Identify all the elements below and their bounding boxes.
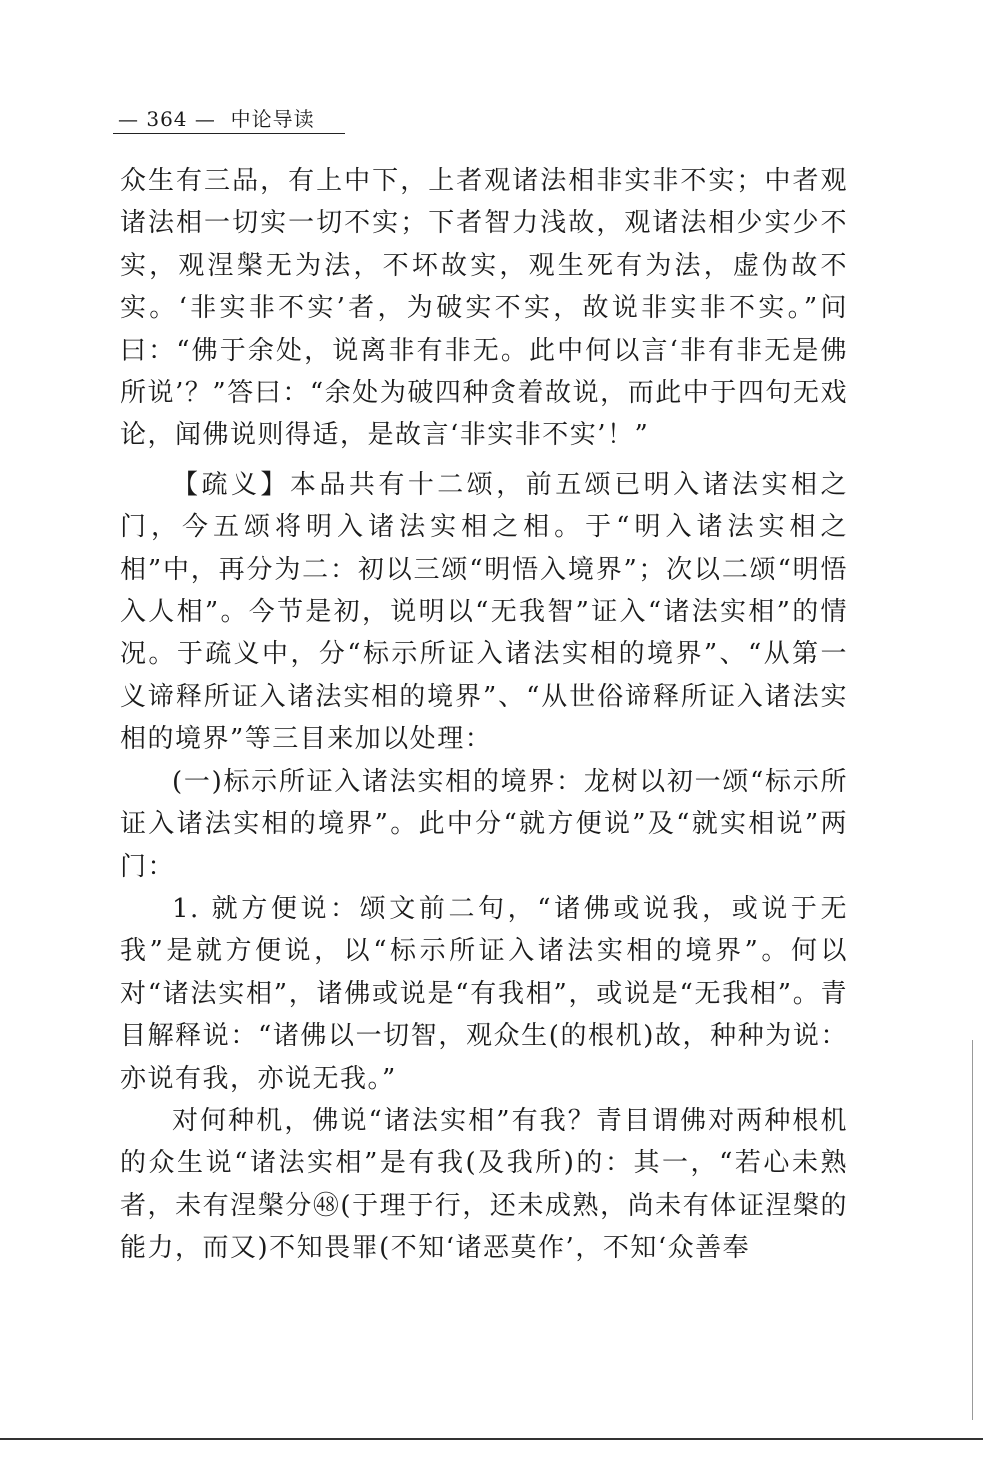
page-bottom-edge [0, 1438, 983, 1440]
exegesis-paragraph-section-1: (一)标示所证入诸法实相的境界：龙树以初一颂“标示所证入诸法实相的境界”。此中分“就方便说”及“就实相说”两门： [120, 766, 848, 882]
running-header: — 364 — 中论导读 [118, 107, 315, 131]
book-title: 中论导读 [230, 107, 315, 131]
exegesis-paragraph-point-1: 1. 就方便说：颂文前二句，“诸佛或说我，或说于无我”是就方便说，以“标示所证入诸法实相的境界”。何以对“诸法实相”，诸佛或说是“有我相”，或说是“无我相”。青目解释说：“诸佛以一切智，观众生(的根机)故，种种为说：亦说有我，亦说无我。” [120, 893, 848, 1094]
page-body [120, 160, 848, 1270]
commentary-quote-paragraph: 众生有三品，有上中下，上者观诸法相非实非不实；中者观诸法相一切实一切不实；下者智力浅故，观诸法相少实少不实，观涅槃无为法，不坏故实，观生死有为法，虚伪故不实。‘非实非不实’者，为破实不实，故说非实非不实。”问曰：“佛于余处，说离非有非无。此中何以言‘非有非无是佛所说’？”答曰：“余处为破四种贪着故说，而此中于四句无戏论，闻佛说则得适，是故言‘非实非不实’！” [120, 166, 848, 451]
page-number: 364 [146, 107, 188, 131]
header-rule [113, 133, 345, 134]
exegesis-paragraph-continuation: 对何种机，佛说“诸法实相”有我？青目谓佛对两种根机的众生说“诸法实相”是有我(及我所)的：其一，“若心未熟者，未有涅槃分㊽(于理于行，还未成熟，尚未有体证涅槃的能力，而又)不知畏罪(不知‘诸恶莫作’，不知‘众善奉 [120, 1105, 848, 1264]
exegesis-paragraph-intro: 【疏义】本品共有十二颂，前五颂已明入诸法实相之门，今五颂将明入诸法实相之相。于“明入诸法实相之相”中，再分为二：初以三颂“明悟入境界”；次以二颂“明悟入人相”。今节是初，说明以“无我智”证入“诸法实相”的情况。于疏义中，分“标示所证入诸法实相的境界”、“从第一义谛释所证入诸法实相的境界”、“从世俗谛释所证入诸法实相的境界”等三目来加以处理： [120, 469, 848, 755]
scan-edge-line [972, 1040, 973, 1420]
